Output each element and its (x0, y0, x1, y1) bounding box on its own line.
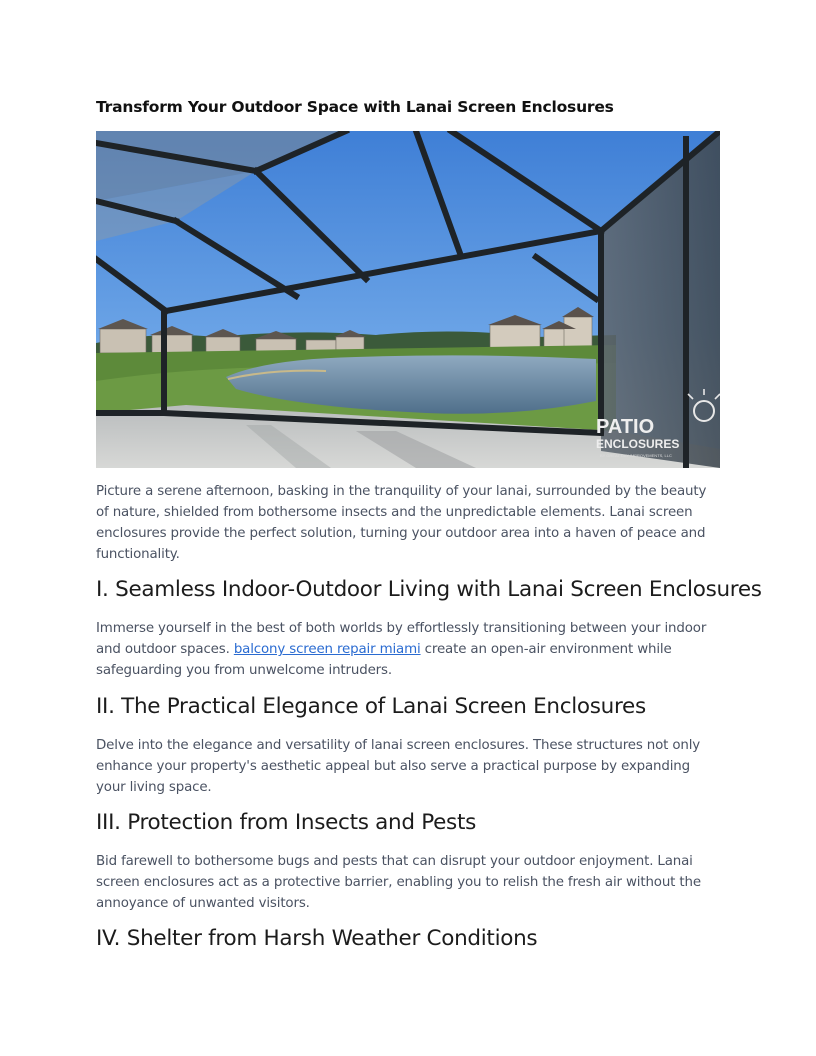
section-3-heading: III. Protection from Insects and Pests (96, 810, 476, 835)
section-4-heading: IV. Shelter from Harsh Weather Conditions (96, 926, 538, 951)
logo-text-enclosures: ENCLOSURES (596, 437, 680, 451)
section-1-paragraph (96, 618, 720, 681)
section-1-text-after: create an open-air environment while safeguarding you from unwelcome intruders. (96, 642, 672, 678)
page-title: Transform Your Outdoor Space with Lanai Screen Enclosures (96, 98, 614, 116)
section-2-paragraph: Delve into the elegance and versatility of lanai screen enclosures. These structures not only enhance your property's aesthetic appeal but also serve a practical purpose by expanding your living space. (96, 738, 701, 795)
section-3-paragraph: Bid farewell to bothersome bugs and pests that can disrupt your outdoor enjoyment. Lanai screen enclosures act as a protective barrier, enabling you to relish the fresh air without the annoyance of unwanted visitors. (96, 854, 701, 911)
intro-paragraph: Picture a serene afternoon, basking in the tranquility of your lanai, surrounded by the beauty of nature, shielded from bothersome insects and the unpredictable elements. Lanai screen enclosures provide the perfect solution, turning your outdoor area into a haven of peace and functionality. (96, 484, 707, 562)
section-1-text-before: Immerse yourself in the best of both worlds by effortlessly transitioning between your indoor and outdoor spaces. (96, 621, 707, 657)
logo-text-patio: PATIO (596, 416, 655, 438)
section-1-heading: I. Seamless Indoor-Outdoor Living with Lanai Screen Enclosures (96, 577, 762, 602)
logo-text-sub: BY GREAT DAY IMPROVEMENTS, LLC (600, 453, 672, 458)
balcony-screen-repair-link[interactable]: balcony screen repair miami (233, 642, 421, 657)
section-2-heading: II. The Practical Elegance of Lanai Screen Enclosures (96, 694, 646, 719)
hero-image (96, 131, 720, 468)
